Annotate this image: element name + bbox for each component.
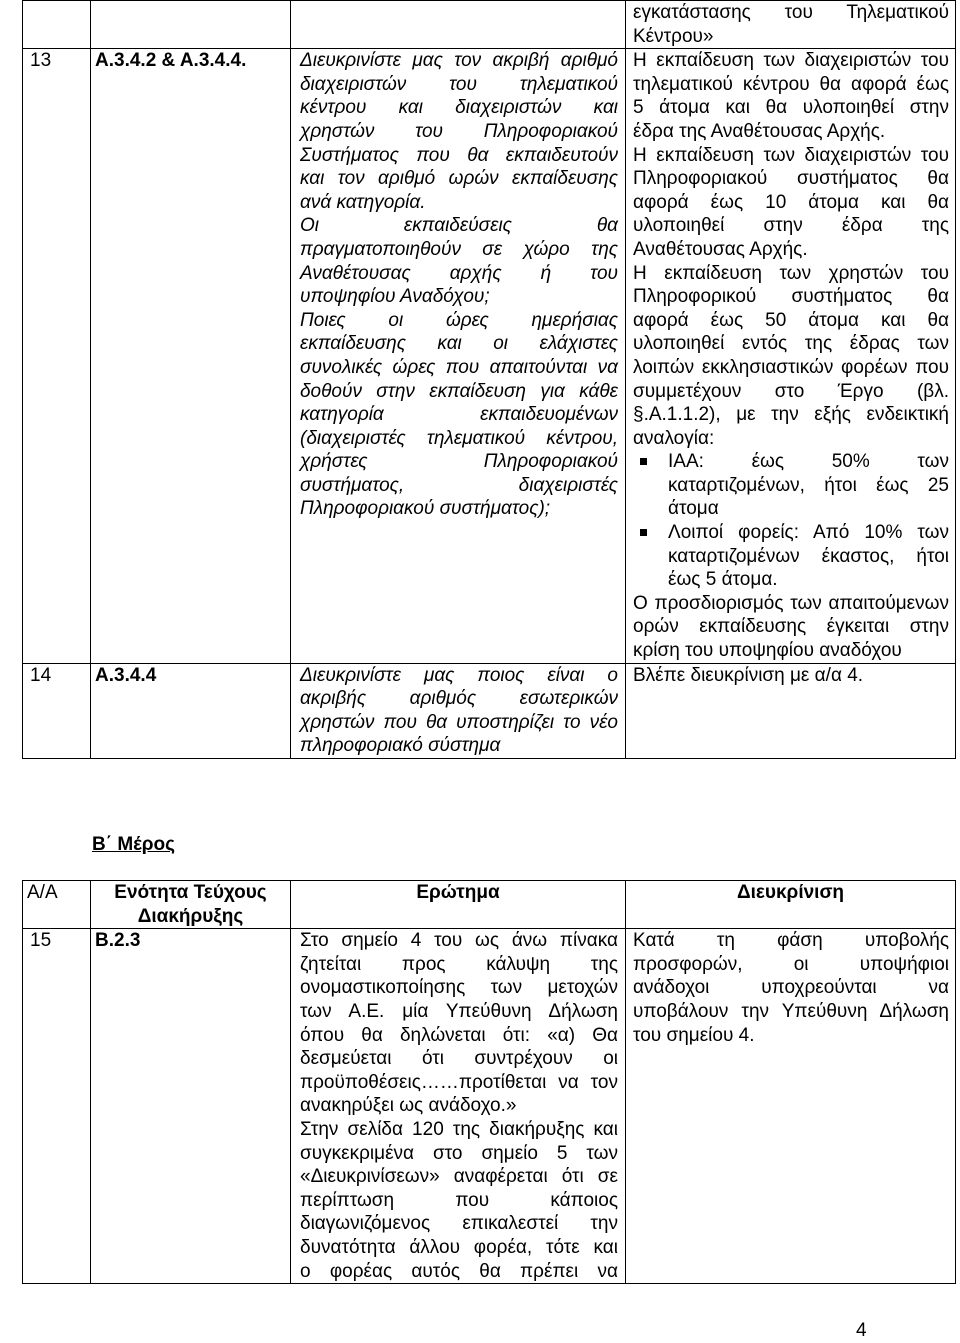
text-line: Η εκπαίδευση των χρηστών του <box>633 262 949 284</box>
header-aa: Α/Α <box>23 881 91 929</box>
text-line: του σημείου 4. <box>633 1024 755 1046</box>
row-number: 15 <box>30 930 52 952</box>
text-line: άτομα <box>668 498 719 520</box>
text-line: συνολικές ώρες που απαιτούνται να <box>300 356 618 378</box>
aa-cell <box>23 1 91 49</box>
answer-text <box>633 929 949 1047</box>
question-cell <box>291 49 626 663</box>
text-line: ανάδοχοι υποχρεούνται να <box>633 977 949 999</box>
section-cell <box>91 49 291 663</box>
text-line: Η εκπαίδευση των διαχειριστών του <box>633 50 949 72</box>
text-line: ανακηρύξει ως ανάδοχο.» <box>300 1095 517 1117</box>
text-line: ο φορέας αυτός θα πρέπει να <box>300 1260 618 1282</box>
table-header-row <box>23 881 956 929</box>
text-line: Ο προσδιορισμός των απαιτούμενων <box>633 592 949 614</box>
text-line: Λοιποί φορείς: Από 10% των <box>668 522 949 544</box>
text-line: «Διευκρινίσεων» αναφέρεται ότι σε <box>300 1166 618 1188</box>
text-line: δοθούν στην εκπαίδευση για κάθε <box>300 380 618 402</box>
text-line: αφορά έως 10 άτομα και θα <box>633 191 949 213</box>
section-cell <box>91 929 291 1284</box>
page-number: 4 <box>856 1320 867 1341</box>
text-line: προϋποθέσεις……προτίθεται να τον <box>300 1071 618 1093</box>
text-line: συγκεκριμένα στο σημείο 5 των <box>300 1142 618 1164</box>
text-line: καταρτιζομένων έκαστος, ήτοι <box>668 545 949 567</box>
text-line: Στην σελίδα 120 της διακήρυξης και <box>300 1118 618 1140</box>
text-line: Ποιες οι ώρες ημερήσιας <box>300 309 618 331</box>
text-line: υλοποιηθεί εντός της έδρας των <box>633 333 949 355</box>
text-line: έδρα της Αναθέτουσας Αρχής. <box>633 120 886 142</box>
text-line: Η εκπαίδευση των διαχειριστών του <box>633 144 949 166</box>
text-line: κρίση του υποψηφίου αναδόχου <box>633 640 902 662</box>
text-line: ακριβής αριθμός εσωτερικών <box>300 688 618 710</box>
text-line: Διευκρινίστε μας τον ακριβή αριθμό <box>300 50 618 72</box>
clarifications-table-part-a <box>22 0 956 759</box>
section-reference: Β.2.3 <box>95 930 141 952</box>
text-line: προσφορών, οι υποψήφιοι <box>633 953 949 975</box>
text-line: §.Α.1.1.2), με την εξής ενδεικτική <box>633 404 949 426</box>
text-line: διαχειριστών του τηλεματικού <box>300 73 618 95</box>
text-line: χρηστών του Πληροφοριακού <box>300 120 618 142</box>
text-line: ΙΑΑ: έως 50% των <box>668 451 949 473</box>
text-line: και τον αριθμό ωρών εκπαίδευσης <box>300 168 618 190</box>
bullet-item <box>633 450 949 521</box>
question-text <box>300 929 618 1283</box>
text-line: Πληροφοριακού συστήματος); <box>300 498 551 520</box>
text-line: καταρτιζομένων, ήτοι έως 25 <box>668 474 949 496</box>
text-line: ορών εκπαίδευσης έγκειται στην <box>633 616 949 638</box>
text-line: Κέντρου» <box>633 25 714 47</box>
aa-cell <box>23 929 91 1284</box>
clarifications-table-part-b <box>22 880 956 1284</box>
answer-bullet-list <box>633 450 949 592</box>
text-line: των Α.Ε. μία Υπεύθυνη Δήλωση <box>300 1000 618 1022</box>
text-line: τηλεματικού κέντρου θα αφορά έως <box>633 73 949 95</box>
text-line: περίπτωση που κάποιος <box>300 1189 618 1211</box>
table-row <box>23 663 956 758</box>
question-cell <box>291 929 626 1284</box>
text-line: δεσμεύεται ότι συντρέχουν οι <box>300 1048 618 1070</box>
text-line: πραγματοποιηθούν σε χώρο της <box>300 238 618 260</box>
answer-text <box>633 1 949 48</box>
text-line: ανά κατηγορία. <box>300 191 426 213</box>
text-line: 5 άτομα και θα υλοποιηθεί στην <box>633 97 949 119</box>
text-line: διαγωνιζόμενος επικαλεστεί την <box>300 1213 618 1235</box>
section-cell <box>91 663 291 758</box>
answer-text <box>633 49 949 450</box>
section-cell <box>91 1 291 49</box>
text-line: υλοποιηθεί στην έδρα της <box>633 215 949 237</box>
header-question: Ερώτημα <box>291 881 626 929</box>
aa-cell <box>23 663 91 758</box>
text-line: ζητείται προς κάλυψη της <box>300 953 618 975</box>
section-reference: Α.3.4.2 & Α.3.4.4. <box>95 50 247 72</box>
text-line: εγκατάστασης του Τηλεματικού <box>633 2 949 23</box>
text-line: αφορά έως 50 άτομα και θα <box>633 309 949 331</box>
table-row-continuation <box>23 1 956 49</box>
text-line: χρηστών που θα υποστηρίζει το νέο <box>300 711 618 733</box>
answer-cell <box>626 1 956 49</box>
text-line: υποψηφίου Αναδόχου; <box>300 286 490 308</box>
text-line: αναλογία: <box>633 427 715 449</box>
section-reference: Α.3.4.4 <box>95 664 157 686</box>
text-line: Βλέπε διευκρίνιση με α/α 4. <box>633 664 864 686</box>
text-line: όπου θα δηλώνεται ότι: «α) Θα <box>300 1024 618 1046</box>
text-line: ονομαστικοποίησης των μετοχών <box>300 977 618 999</box>
answer-cell <box>626 929 956 1284</box>
text-line: κέντρου και διαχειριστών και <box>300 97 618 119</box>
square-bullet-icon <box>640 458 647 465</box>
question-cell <box>291 1 626 49</box>
text-line: Κατά τη φάση υποβολής <box>633 930 949 952</box>
aa-cell <box>23 49 91 663</box>
row-number: 14 <box>30 664 52 686</box>
text-line: εκπαίδευσης και οι ελάχιστες <box>300 333 618 355</box>
text-line: Αναθέτουσας αρχής ή του <box>300 262 618 284</box>
text-line: πληροφοριακό σύστημα <box>300 735 501 757</box>
header-answer: Διευκρίνιση <box>626 881 956 929</box>
text-line: υποβάλουν την Υπεύθυνη Δήλωση <box>633 1000 949 1022</box>
header-section: Ενότητα Τεύχους Διακήρυξης <box>91 881 291 929</box>
part-heading: Β΄ Μέρος <box>92 834 175 855</box>
text-line: συμμετέχουν στο Έργο (βλ. <box>633 380 949 402</box>
square-bullet-icon <box>640 529 647 536</box>
table-row <box>23 929 956 1284</box>
row-number: 13 <box>30 50 52 72</box>
question-text <box>300 49 618 521</box>
answer-cell <box>626 663 956 758</box>
bullet-item <box>633 521 949 592</box>
text-line: Πληροφοριακού συστήματος θα <box>633 168 949 190</box>
answer-text <box>633 592 949 663</box>
table-row <box>23 49 956 663</box>
answer-cell <box>626 49 956 663</box>
text-line: χρήστες Πληροφοριακού <box>300 451 618 473</box>
text-line: Αναθέτουσας Αρχής. <box>633 238 808 260</box>
question-text <box>300 664 618 758</box>
text-line: Πληροφορικού συστήματος θα <box>633 286 949 308</box>
text-line: Συστήματος που θα εκπαιδευτούν <box>300 144 618 166</box>
text-line: (διαχειριστές τηλεματικού κέντρου, <box>300 427 618 449</box>
text-line: έως 5 άτομα. <box>668 569 778 591</box>
text-line: δυνατότητα άλλου φορέα, τότε και <box>300 1236 618 1258</box>
text-line: Διευκρινίστε μας ποιος είναι ο <box>300 664 618 686</box>
text-line: Στο σημείο 4 του ως άνω πίνακα <box>300 930 618 952</box>
answer-text <box>633 664 949 688</box>
question-cell <box>291 663 626 758</box>
text-line: συστήματος, διαχειριστές <box>300 474 618 496</box>
text-line: κατηγορία εκπαιδευομένων <box>300 404 618 426</box>
text-line: λοιπών εκκλησιαστικών φορέων που <box>633 356 949 378</box>
text-line: Οι εκπαιδεύσεις θα <box>300 215 618 237</box>
